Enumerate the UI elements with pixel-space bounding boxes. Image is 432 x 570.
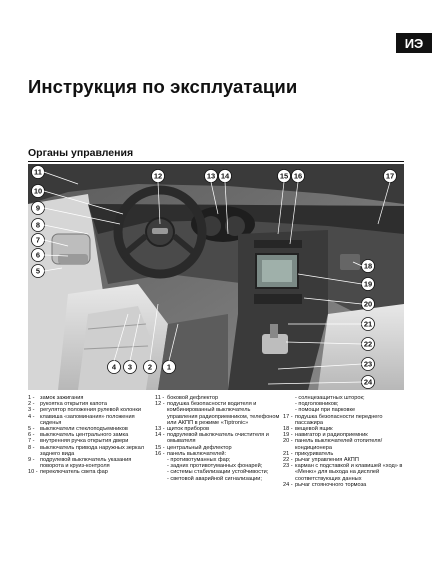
callout-label-5: 5 [35,266,41,276]
legend-item-text: переключатель света фар [40,469,108,476]
legend-item-text: карман с подставкой и клавишей «ход» в «Меню» для выхода на дисплей соответствующих данных [295,463,403,482]
callout-label-18: 18 [363,261,373,271]
legend-item-number: 15 - [155,444,165,451]
legend-item-text: внутренняя ручка открытия двери [40,438,129,445]
legend-item-number: 23 - [283,463,293,470]
legend-item-number: 18 - [283,426,293,433]
callout-label-8: 8 [35,220,41,230]
legend-item-number: 13 - [155,426,165,433]
legend-item-text: - задних противотуманных фонарей; [167,463,263,470]
legend-item-number: 20 - [283,438,293,445]
legend-item-text: рычаг управления АКПП [295,457,359,464]
legend-item-text: выключатель привода наружных зеркал заднего вида [40,444,144,457]
legend-item-text: клавиша «запоминания» положения сиденья [40,413,135,426]
legend-item-text: - противотуманных фар; [167,457,231,464]
legend-item [28,414,154,426]
callout-label-17: 17 [385,171,395,181]
legend-item [28,457,154,469]
legend-item-text: подрулевой выключатель очистителя и омывателя [167,432,269,445]
legend-item-number: 22 - [283,457,293,464]
legend-item-text: подрулевой выключатель указания поворота и круиз-контроля [40,457,132,470]
legend-item-text: навигатор и радиоприемник [295,432,368,439]
callout-label-21: 21 [363,319,373,329]
callout-label-22: 22 [363,339,373,349]
legend-item-number: 12 - [155,401,165,408]
legend-item [155,476,280,482]
legend-item-number: 6 - [28,432,35,439]
callout-label-1: 1 [166,362,172,372]
callout-label-7: 7 [35,235,41,245]
callout-label-16: 16 [293,171,303,181]
legend-item-text: выключатели стеклоподъемников [40,426,128,433]
legend-item-text: - системы стабилизации устойчивости; [167,469,269,476]
legend-column-2 [155,395,280,482]
legend-item-text: боковой дефлектор [167,395,219,401]
legend-item-number: 10 - [28,469,38,476]
legend-item-text: панель выключателей: [167,450,227,457]
legend-column-3 [283,395,405,488]
legend-item [283,463,405,482]
legend-item-number: 1 - [28,395,35,401]
legend-item-number: 3 - [28,407,35,414]
callout-layer [28,164,404,390]
legend-item-text: - подголовников; [295,401,339,408]
legend-item-text: рукоятка открытия капота [40,401,107,408]
callout-label-23: 23 [363,359,373,369]
legend-item-text: панель выключателей отопителя/кондиционера [295,438,383,451]
legend-item-text: - световой аварийной сигнализации; [167,475,262,482]
legend-item-number: 24 - [283,481,293,488]
section-title: Органы управления [28,147,134,159]
legend-item-number: 16 - [155,450,165,457]
legend-item-text: замок зажигания [40,395,84,401]
section-tab: ИЭ [396,33,432,53]
legend-item [28,445,154,457]
legend-item-text: щиток приборов [167,426,210,433]
legend-item-number [155,476,167,482]
callout-label-24: 24 [363,377,373,387]
legend-column-1 [28,395,154,476]
legend-item-text: выключатель центрального замка [40,432,129,439]
legend-item-number: 19 - [283,432,293,439]
legend-item-text: рычаг стояночного тормоза [295,481,367,488]
legend-item-text: прикуриватель [295,450,334,457]
legend-item [155,432,280,444]
legend-item-number: 8 - [28,444,35,451]
legend-item-text: центральный дефлектор [167,444,232,451]
legend-item-number: 2 - [28,401,35,408]
legend-item-number: 14 - [155,432,165,439]
legend-item-number: 17 - [283,413,293,420]
legend-item-number: 21 - [283,450,293,457]
legend-item [28,469,154,475]
callout-label-9: 9 [35,203,41,213]
legend-item [155,401,280,426]
legend-item-text: - солнцезащитных шторок; [295,395,365,401]
page-title: Инструкция по эксплуатации [28,76,298,97]
legend-item [283,438,405,450]
legend-item-number: 4 - [28,413,35,420]
callout-label-4: 4 [111,362,117,372]
callout-label-2: 2 [147,362,153,372]
legend-item-text: подушка безопасности водителя и комбинированный выключатель управления радиоприемником, телефоном или АКПП в режиме «Tiptronic» [167,401,280,426]
callout-label-14: 14 [220,171,230,181]
callout-label-11: 11 [34,167,42,177]
legend-item-text: - помощи при парковке [295,407,356,414]
legend-item-text: подушка безопасности переднего пассажира [295,413,383,426]
callout-label-12: 12 [153,171,163,181]
section-divider [28,161,404,162]
callout-label-6: 6 [35,250,41,260]
callout-label-3: 3 [127,362,133,372]
callout-label-20: 20 [363,299,373,309]
legend-item-number: 7 - [28,438,35,445]
legend-item-number: 11 - [155,395,165,401]
legend-item-text: регулятор положения рулевой колонки [40,407,141,414]
callout-label-10: 10 [33,186,43,196]
legend-item-number: 5 - [28,426,35,433]
car-interior-photo [28,164,404,390]
legend-item-number: 9 - [28,457,35,464]
legend-item [283,414,405,426]
callout-label-15: 15 [279,171,289,181]
legend-item-text: вещевой ящик [295,426,333,433]
callout-label-13: 13 [206,171,216,181]
legend-item [283,482,405,488]
callout-label-19: 19 [363,279,373,289]
